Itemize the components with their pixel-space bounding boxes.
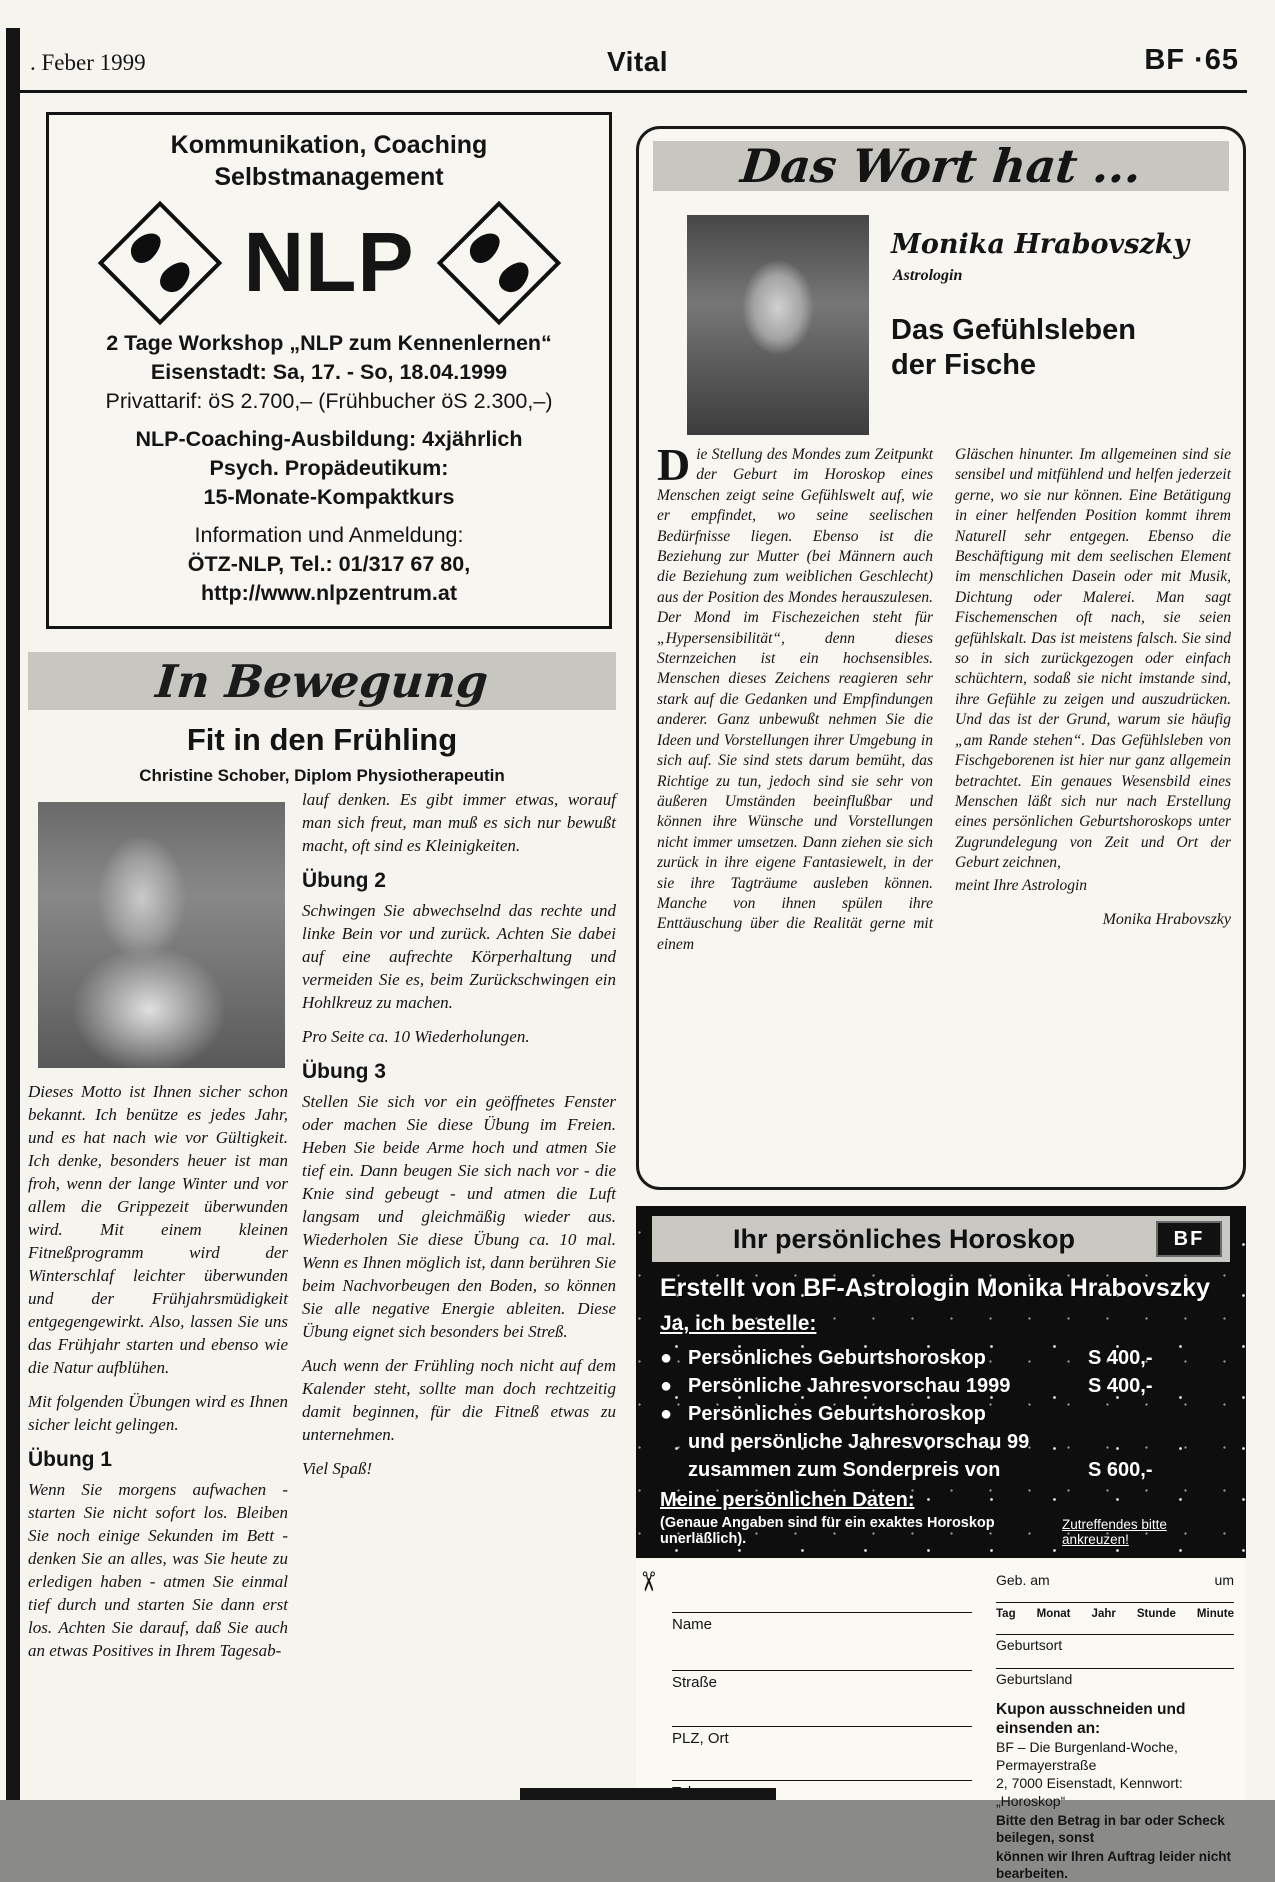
author-name: Monika Hrabovszky: [891, 229, 1190, 260]
uebung-3-heading: Übung 3: [302, 1060, 386, 1083]
item-text: Persönliches Geburtshoroskop: [688, 1347, 986, 1369]
send-title: Kupon ausschneiden und einsenden an:: [996, 1701, 1186, 1737]
headline-line-2: der Fische: [891, 349, 1037, 381]
horoskop-advertisement: [636, 1206, 1246, 1558]
bewegung-right-column: [302, 788, 616, 1491]
article-headline: [891, 313, 1136, 383]
horoskop-item: [660, 1344, 1228, 1372]
horoskop-notes: [660, 1515, 1228, 1547]
street-field: Straße: [672, 1670, 972, 1691]
paragraph: Pro Seite ca. 10 Wiederholungen.: [302, 1027, 530, 1046]
portrait-monika-hrabovszky: [687, 215, 869, 435]
nlp-info-line: Information und Anmeldung:: [194, 523, 464, 547]
city-field: PLZ, Ort: [672, 1726, 972, 1747]
in-bewegung-title: In Bewegung: [153, 654, 491, 708]
article-signoff: meint Ihre Astrologin: [955, 876, 1088, 894]
nlp-psych-line: Psych. Propädeutikum:: [209, 456, 449, 480]
column-1-text: ie Stellung des Mondes zum Zeitpunkt der Geburt im Horoskop eines Menschen zeigt seine Gefühlswelt auf, wie er empfindet, wo seine seelischen Bedürfnisse liegen. Ebenso ist die Beziehung zur Mutter (bei Männern auch die Beziehung zum weiblichen Geschlecht) aus der Position des Mondes herauszulesen. Der Mond im Fischezeichen steht für „Hypersensibilität“, denn dieses Sternzeichen ist ein hochsensibles. Menschen dieses Zeichens reagieren sehr stark auf die Gedanken und Empfindungen anderer. Ganz unbewußt nehmen Sie die Ideen und Vorstellungen ihrer Umgebung in sich auf. Sie sind stets darum bemüht, das Richtige zu tun, jedoch sind sie sehr von äußeren Umständen beeinflußbar und können ihre Wünsche und Vorstellungen nicht immer umsetzen. Dann ziehen sie sich zurück in ihre eigene Fantasiewelt, in der sie ihre Tagträume ausleben können. Manche von ihnen spülen ihre Enttäuschung über die Realität gerne mit einem: [657, 446, 933, 953]
horoskop-note: (Genaue Angaben sind für ein exaktes Horoskop unerläßlich).: [660, 1515, 995, 1547]
send-address-line: 2, 7000 Eisenstadt, Kennwort: „Horoskop“: [996, 1775, 1183, 1809]
bewegung-byline: Christine Schober, Diplom Physiotherapeutin: [139, 766, 505, 785]
horoskop-item: [660, 1372, 1228, 1400]
page-number: BF ·65: [1144, 44, 1239, 76]
item-text: Persönliche Jahresvorschau 1999: [688, 1375, 1011, 1397]
horoskop-check-note: Zutreffendes bitte ankreuzen!: [1062, 1517, 1167, 1547]
scissors-icon: ✂: [632, 1570, 663, 1593]
face-profile-icon: [155, 257, 196, 298]
unit-label: Minute: [1196, 1608, 1234, 1620]
face-profile-icon: [125, 227, 166, 268]
paragraph: Wenn Sie morgens aufwachen - starten Sie nicht sofort los. Bleiben Sie noch einige Sekunden im Bett - denken Sie an alles, was Sie heute zu erledigen haben - atmen Sie einmal tief durch und starten Sie dann erst los. Achten Sie darauf, daß Sie auch an etwas Positives in Ihrem Tagesab-: [28, 1480, 288, 1660]
uebung-2-heading: Übung 2: [302, 869, 386, 892]
item-text: und persönliche Jahresvorschau 99: [688, 1431, 1030, 1453]
article-body: [657, 439, 1231, 955]
das-wort-hat-bar: [653, 141, 1229, 191]
in-bewegung-section-bar: [28, 652, 616, 710]
unit-label: Tag: [996, 1608, 1016, 1620]
horoskop-item: [660, 1428, 1228, 1456]
bewegung-left-column: [28, 1080, 288, 1673]
item-price: S 600,-: [1088, 1459, 1153, 1481]
das-wort-hat-title: Das Wort hat ...: [738, 139, 1144, 193]
birthcountry-field: Geburtsland: [996, 1668, 1234, 1687]
birth-field-line: [996, 1602, 1234, 1603]
article-column-1: [657, 439, 933, 955]
nlp-phone-line: ÖTZ-NLP, Tel.: 01/317 67 80,: [187, 552, 471, 576]
nlp-logo: [59, 209, 599, 317]
birthplace-field: Geburtsort: [996, 1634, 1234, 1653]
nlp-ad-topline-1: Kommunikation, Coaching: [170, 131, 488, 159]
header-date: . Feber 1999: [30, 50, 146, 75]
item-price: S 400,-: [1088, 1375, 1153, 1397]
face-profile-icon: [464, 227, 505, 268]
headline-line-1: Das Gefühlsleben: [891, 314, 1136, 346]
nlp-dates-line: Eisenstadt: Sa, 17. - So, 18.04.1999: [150, 360, 508, 384]
birth-date-label: Geb. am: [996, 1572, 1050, 1588]
paragraph: Dieses Motto ist Ihnen sicher schon bekannt. Ich benütze es jedes Jahr, und es hat nach wie vor Gültigkeit. Ich denke, besonders heuer ist man froh, wenn der lange Winter und vor allem die Grippezeit überwunden wird. Mit einem kleinen Fitneßprogramm wird der Winterschlaf leichter überwunden und der Frühjahrsmüdigkeit entgegengewirkt. Also, lassen Sie uns das Frühjahr starten und ebenso wie die Natur aufblühen.: [28, 1082, 288, 1377]
bewegung-headline: Fit in den Frühling: [186, 722, 458, 757]
column-2-text: Gläschen hinunter. Im allgemeinen sind sie sensibel und mitfühlend und helfen jederzeit gerne, wo sie nur können. Eine Betätigung in einer helfenden Position kommt ihrem Naturell sehr entgegen. Ebenso die Beschäftigung mit dem seelischen Element im menschlichen Dasein oder mit Musik, Dichtung oder Malerei. Man sagt Fischemenschen oft nach, sie seien gefühlskalt. Das ist meistens falsch. Sie sind so in sich zurückgezogen oder einfach schüchtern, sodaß sie nicht imstande sind, ihre Gefühle zu zeigen und auszudrücken. Und das ist der Grund, warum sie häufig „am Rande stehen“. Das Gefühlsleben von Fischgeborenen ist hier nur ganz allgemein betrachtet. Ein genaues Wesensbild eines Menschen läßt sich nur nach Erstellung eines persönlichen Geburtshoroskops unter Zugrundelegung von Zeit und Ort der Geburt zeichnen,: [955, 446, 1231, 872]
send-address-block: [996, 1700, 1244, 1882]
horoskop-content: [660, 1274, 1228, 1547]
nlp-price-line: Privattarif: öS 2.700,– (Frühbucher öS 2.300,–): [105, 389, 553, 413]
birth-units-row: [996, 1608, 1234, 1620]
article-column-2: [955, 445, 1231, 955]
nlp-diamond-faces-icon: [97, 201, 221, 325]
nlp-kurs-line: 15-Monate-Kompaktkurs: [203, 485, 455, 509]
bullet-icon: ●: [660, 1375, 673, 1397]
article-signature: Monika Hrabovszky: [1102, 910, 1231, 928]
paragraph: Schwingen Sie abwechselnd das rechte und linke Bein vor und zurück. Achten Sie dabei auf eine aufrechte Körperhaltung und vermeiden Sie es, beim Zurückschwingen ein Hohlkreuz zu machen.: [302, 901, 616, 1012]
paragraph: Stellen Sie sich vor ein geöffnetes Fenster oder machen Sie diese Übung im Freien. Heben Sie beide Arme hoch und atmen Sie tief ein. Dann beugen Sie sich nach vor - die Knie sind gebeugt - und atmen die Luft langsam und gleichmäßig wieder aus. Wiederholen Sie diese Übung ca. 10 mal. Wenn es Ihnen möglich ist, dann berühren Sie beim Nachvorbeugen den Boden, so können Sie alle negative Energie ableiten. Diese Übung eignet sich besonders bei Streß.: [302, 1092, 616, 1341]
item-text: zusammen zum Sonderpreis von: [688, 1459, 1001, 1481]
portrait-christine-schober: [38, 802, 285, 1068]
nlp-advertisement: [46, 112, 612, 629]
horoskop-order-label: Ja, ich bestelle:: [660, 1312, 817, 1335]
horoskop-data-label: Meine persönlichen Daten:: [660, 1489, 915, 1511]
bullet-icon: ●: [660, 1347, 673, 1369]
nlp-coaching-line: NLP-Coaching-Ausbildung: 4xjährlich: [135, 427, 523, 451]
send-note-line: können wir Ihren Auftrag leider nicht bearbeiten.: [996, 1849, 1232, 1881]
unit-label: Stunde: [1136, 1608, 1176, 1620]
item-text: Persönliches Geburtshoroskop: [688, 1403, 986, 1425]
face-profile-icon: [494, 257, 535, 298]
item-price: S 400,-: [1088, 1347, 1153, 1369]
paragraph: lauf denken. Es gibt immer etwas, worauf man sich freut, man muß es sich nur bewußt macht, oft sind es Kleinigkeiten.: [302, 790, 616, 855]
dropcap: D: [657, 439, 691, 490]
nlp-workshop-line: 2 Tage Workshop „NLP zum Kennenlernen“: [106, 331, 552, 355]
paragraph: Auch wenn der Frühling noch nicht auf dem Kalender steht, sollte man doch rechtzeitig damit beginnen, für die Fitneß etwas zu unternehmen.: [302, 1356, 616, 1444]
item-price: [1088, 1400, 1228, 1428]
unit-label: Jahr: [1091, 1608, 1116, 1620]
item-price: [1088, 1428, 1228, 1456]
bullet-icon: [660, 1456, 688, 1484]
bottom-print-bar: [520, 1788, 776, 1800]
bf-logo: BF: [1156, 1221, 1222, 1257]
section-title: Vital: [606, 46, 669, 77]
bullet-icon: [660, 1428, 688, 1456]
birth-labels: [996, 1572, 1234, 1588]
horoskop-header-title: Ihr persönliches Horoskop: [732, 1223, 1076, 1254]
header-rule: [6, 90, 1247, 93]
horoskop-item: [660, 1456, 1228, 1484]
horoskop-item: [660, 1400, 1228, 1428]
unit-label: Monat: [1036, 1608, 1071, 1620]
birth-time-label: um: [1214, 1572, 1234, 1588]
nlp-ad-topline-2: Selbstmanagement: [214, 163, 444, 191]
horoskop-title: Erstellt von BF-Astrologin Monika Hrabovszky: [660, 1274, 1211, 1302]
send-note-line: Bitte den Betrag in bar oder Scheck beilegen, sonst: [996, 1813, 1225, 1845]
order-coupon-form: [632, 1560, 1246, 1881]
paragraph: Mit folgenden Übungen wird es Ihnen sicher leicht gelingen.: [28, 1392, 288, 1434]
horoskop-header-bar: [652, 1216, 1230, 1262]
nlp-logo-text: NLP: [243, 215, 415, 310]
bullet-icon: ●: [660, 1403, 673, 1425]
nlp-url-line: http://www.nlpzentrum.at: [201, 581, 457, 605]
author-role: Astrologin: [893, 267, 963, 284]
page-edge-bar: [6, 28, 20, 1800]
paragraph: Viel Spaß!: [302, 1459, 373, 1478]
uebung-1-heading: Übung 1: [28, 1448, 112, 1471]
send-address-line: BF – Die Burgenland-Woche, Permayerstraße: [996, 1739, 1178, 1773]
das-wort-hat-article: [636, 126, 1246, 1190]
nlp-diamond-faces-icon: [436, 201, 560, 325]
name-field: Name: [672, 1612, 972, 1633]
